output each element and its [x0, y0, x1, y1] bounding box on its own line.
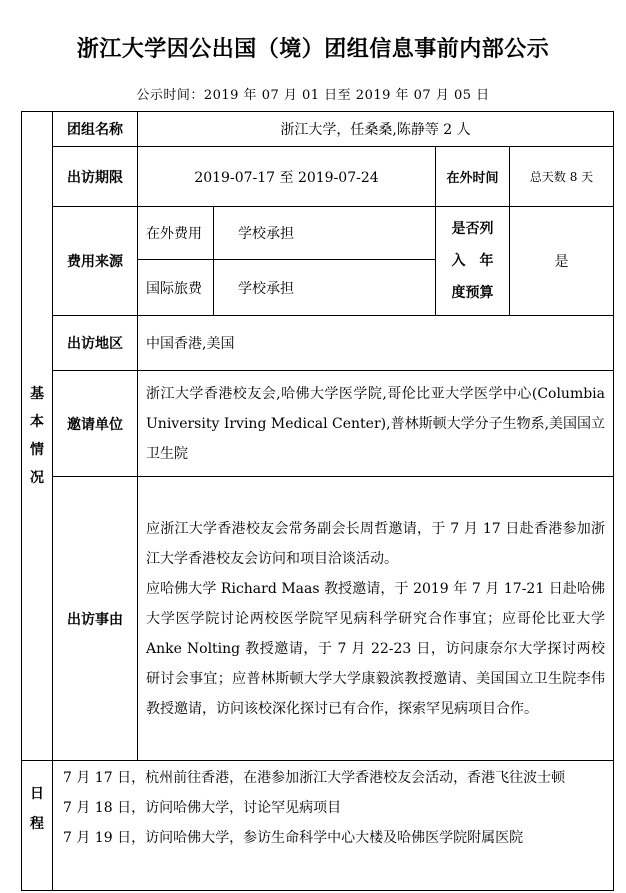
- period-value: 2019-07-17 至 2019-07-24: [138, 147, 436, 207]
- budget-label-line: 入 年: [451, 253, 494, 269]
- section-schedule: [22, 761, 53, 891]
- schedule-item: 7 月 18 日，访问哈佛大学，讨论罕见病项目: [63, 800, 342, 816]
- region-value: 中国香港,美国: [138, 316, 614, 371]
- funding-label: 费用来源: [53, 207, 138, 316]
- group-name-label: 团组名称: [53, 112, 138, 147]
- budget-label: [436, 207, 510, 316]
- section-basic-char: 况: [30, 470, 44, 486]
- publication-period: 公示时间：2019 年 07 月 01 日至 2019 年 07 月 05 日: [136, 88, 490, 103]
- section-schedule-char: 日: [30, 786, 44, 802]
- schedule-cell: [53, 761, 614, 891]
- group-name-value: 浙江大学，任桑桑,陈静等 2 人: [138, 112, 614, 147]
- abroad-time-value: 总天数 8 天: [510, 147, 614, 207]
- budget-label-line: 是否列: [451, 221, 494, 237]
- period-label: 出访期限: [53, 147, 138, 207]
- section-basic-char: 本: [30, 414, 44, 430]
- travel-cost-label: 国际旅费: [138, 260, 214, 316]
- region-label: 出访地区: [53, 316, 138, 371]
- travel-cost-value: 学校承担: [214, 260, 436, 316]
- abroad-cost-value: 学校承担: [214, 207, 436, 260]
- section-schedule-char: 程: [30, 816, 44, 832]
- info-table: [21, 111, 614, 891]
- reason-cell: [138, 477, 614, 761]
- reason-paragraph: 应浙江大学香港校友会常务副会长周哲邀请，于 7 月 17 日赴香港参加浙江大学香港校友会访问和项目洽谈活动。: [146, 520, 606, 567]
- budget-label-line: 度预算: [451, 285, 494, 301]
- reason-paragraph: 应哈佛大学 Richard Maas 教授邀请，于 2019 年 7 月 17-21 日赴哈佛大学医学院讨论两校医学院罕见病科学研究合作事宜；应哥伦比亚大学 Anke Nolting 教授邀请，于 7 月 22-23 日，访问康奈尔大学探讨两校研讨会事宜；应普林斯顿大学大学康毅滨教授邀请、美国国立卫生院李伟教授邀请，访问该校深化探讨已有合作，探索罕见病项目合作。: [146, 580, 606, 717]
- schedule-item: 7 月 19 日，访问哈佛大学，参访生命科学中心大楼及哈佛医学院附属医院: [63, 830, 524, 846]
- section-basic-char: 基: [30, 386, 44, 402]
- abroad-cost-label: 在外费用: [138, 207, 214, 260]
- section-basic-char: 情: [30, 442, 44, 458]
- section-basic-info: [22, 112, 53, 761]
- abroad-time-label: 在外时间: [436, 147, 510, 207]
- schedule-item: 7 月 17 日，杭州前往香港，在港参加浙江大学香港校友会活动，香港飞往波士顿: [63, 770, 566, 786]
- inviter-label: 邀请单位: [53, 371, 138, 477]
- reason-label: 出访事由: [53, 477, 138, 761]
- budget-value: 是: [510, 207, 614, 316]
- page-title: 浙江大学因公出国（境）团组信息事前内部公示: [76, 37, 550, 62]
- inviter-cell: [138, 371, 614, 477]
- inviter-value: 浙江大学香港校友会,哈佛大学医学院,哥伦比亚大学医学中心(Columbia University Irving Medical Center),普林斯顿大学分子生物系,美国国立卫生院: [146, 385, 606, 462]
